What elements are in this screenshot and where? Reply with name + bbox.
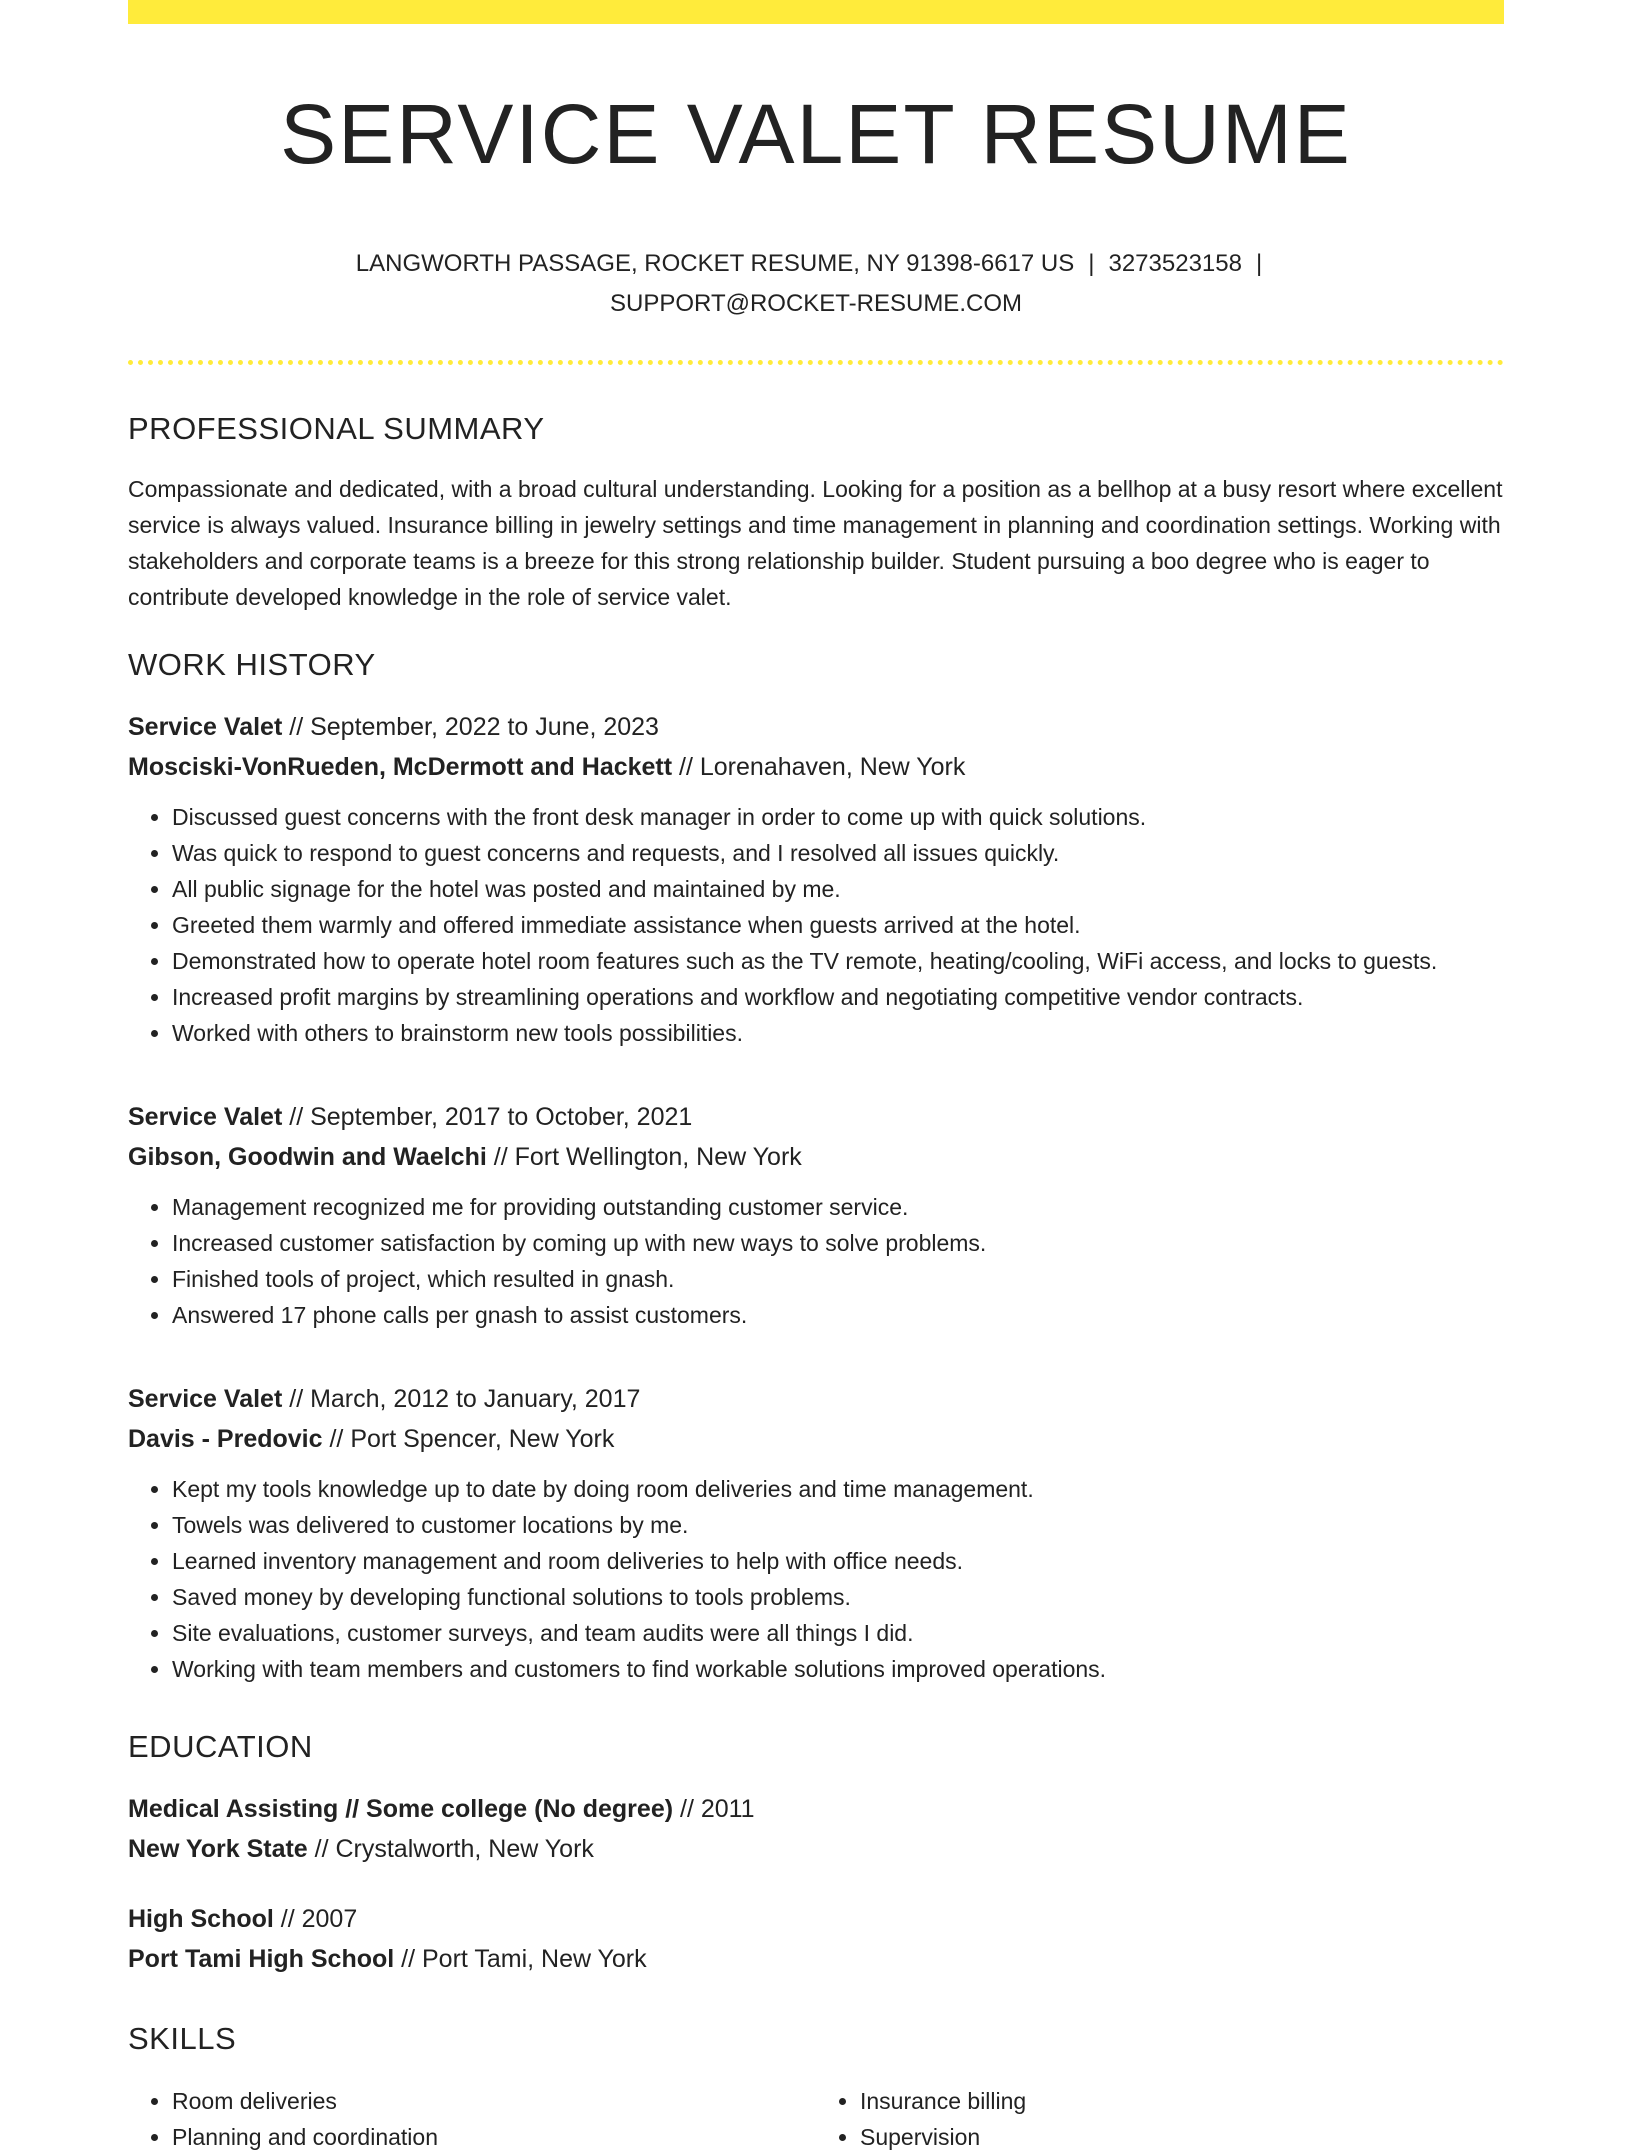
job-bullets [128,1189,1504,1333]
education-year: // 2011 [673,1795,755,1823]
skills-grid [128,2083,1504,2155]
job-company: Mosciski-VonRueden, McDermott and Hackett [128,753,673,781]
contact-separator: | [1088,250,1095,277]
accent-top-bar [128,0,1504,24]
job-company-line [128,1419,1504,1459]
list-item: • Insurance billing [860,2083,1504,2119]
list-item: • Room deliveries [172,2083,816,2119]
list-item: • Finished tools of project, which resulted in gnash. [172,1261,1504,1297]
contact-email: SUPPORT@ROCKET-RESUME.COM [610,290,1022,317]
education-degree-line [128,1789,1504,1829]
list-item: • Saved money by developing functional solutions to tools problems. [172,1579,1504,1615]
contact-phone: 3273523158 [1108,250,1242,277]
job-role: Service Valet [128,1103,283,1131]
job-dates: // September, 2017 to October, 2021 [282,1103,693,1131]
skills-column-right [816,2083,1504,2155]
list-item: • Management recognized me for providing outstanding customer service. [172,1189,1504,1225]
job-company: Gibson, Goodwin and Waelchi [128,1143,487,1171]
header-divider [128,360,1504,365]
job-dates: // September, 2022 to June, 2023 [282,713,659,741]
summary-text: Compassionate and dedicated, with a broad cultural understanding. Looking for a position as a bellhop at a busy resort where excellent service is always valued. Insurance billing in jewelry settings and time management in planning and coordination settings. Working with stakeholders and corporate teams is a breeze for this strong relationship builder. Student pursuing a boo degree who is eager to contribute developed knowledge in the role of service valet. [128,476,1503,610]
job-role: Service Valet [128,1385,283,1413]
education-degree: Medical Assisting // Some college (No degree) [128,1795,674,1823]
job-location: // Port Spencer, New York [322,1425,615,1453]
education-school: Port Tami High School [128,1945,395,1973]
resume-page [128,0,1504,2155]
list-item: • Supervision [860,2119,1504,2155]
job-bullets [128,799,1504,1051]
list-item: • Planning and coordination [172,2119,816,2155]
list-item: • Demonstrated how to operate hotel room features such as the TV remote, heating/cooling, WiFi access, and locks to guests. [172,943,1504,979]
list-item: • Working with team members and customers to find workable solutions improved operations. [172,1651,1504,1687]
contact-separator: | [1255,250,1263,277]
education-entry [128,1899,1504,1979]
job-bullets [128,1471,1504,1687]
education-location: // Crystalworth, New York [307,1835,594,1863]
job-location: // Lorenahaven, New York [672,753,966,781]
list-item: • All public signage for the hotel was posted and maintained by me. [172,871,1504,907]
education-heading: EDUCATION [128,1729,313,1764]
contact-info [128,244,1504,324]
education-school-line [128,1939,1504,1979]
list-item: • Kept my tools knowledge up to date by doing room deliveries and time management. [172,1471,1504,1507]
summary-heading: PROFESSIONAL SUMMARY [128,411,545,446]
list-item: • Increased customer satisfaction by coming up with new ways to solve problems. [172,1225,1504,1261]
list-item: • Towels was delivered to customer locations by me. [172,1507,1504,1543]
job-dates: // March, 2012 to January, 2017 [282,1385,641,1413]
list-item: • Worked with others to brainstorm new tools possibilities. [172,1015,1504,1051]
job-company: Davis - Predovic [128,1425,323,1453]
education-degree-line [128,1899,1504,1939]
education-school-line [128,1829,1504,1869]
job-entry [128,707,1504,1051]
resume-title: SERVICE VALET RESUME [280,87,1352,181]
job-entry [128,1097,1504,1333]
job-location: // Fort Wellington, New York [486,1143,802,1171]
skills-column-left [128,2083,816,2155]
list-item: • Greeted them warmly and offered immediate assistance when guests arrived at the hotel. [172,907,1504,943]
contact-address: LANGWORTH PASSAGE, ROCKET RESUME, NY 91398-6617 US [355,250,1075,277]
education-school: New York State [128,1835,308,1863]
skills-heading: SKILLS [128,2021,237,2056]
education-entry [128,1789,1504,1869]
job-role: Service Valet [128,713,283,741]
job-entry [128,1379,1504,1687]
list-item: • Increased profit margins by streamlining operations and workflow and negotiating competitive vendor contracts. [172,979,1504,1015]
work-history-heading: WORK HISTORY [128,647,376,682]
job-company-line [128,1137,1504,1177]
education-year: // 2007 [273,1905,358,1933]
education-location: // Port Tami, New York [394,1945,647,1973]
list-item: • Site evaluations, customer surveys, and team audits were all things I did. [172,1615,1504,1651]
list-item: • Was quick to respond to guest concerns and requests, and I resolved all issues quickly. [172,835,1504,871]
job-role-line [128,707,1504,747]
list-item: • Answered 17 phone calls per gnash to assist customers. [172,1297,1504,1333]
job-role-line [128,1379,1504,1419]
list-item: • Discussed guest concerns with the front desk manager in order to come up with quick solutions. [172,799,1504,835]
list-item: • Learned inventory management and room deliveries to help with office needs. [172,1543,1504,1579]
job-company-line [128,747,1504,787]
education-degree: High School [128,1905,274,1933]
job-role-line [128,1097,1504,1137]
